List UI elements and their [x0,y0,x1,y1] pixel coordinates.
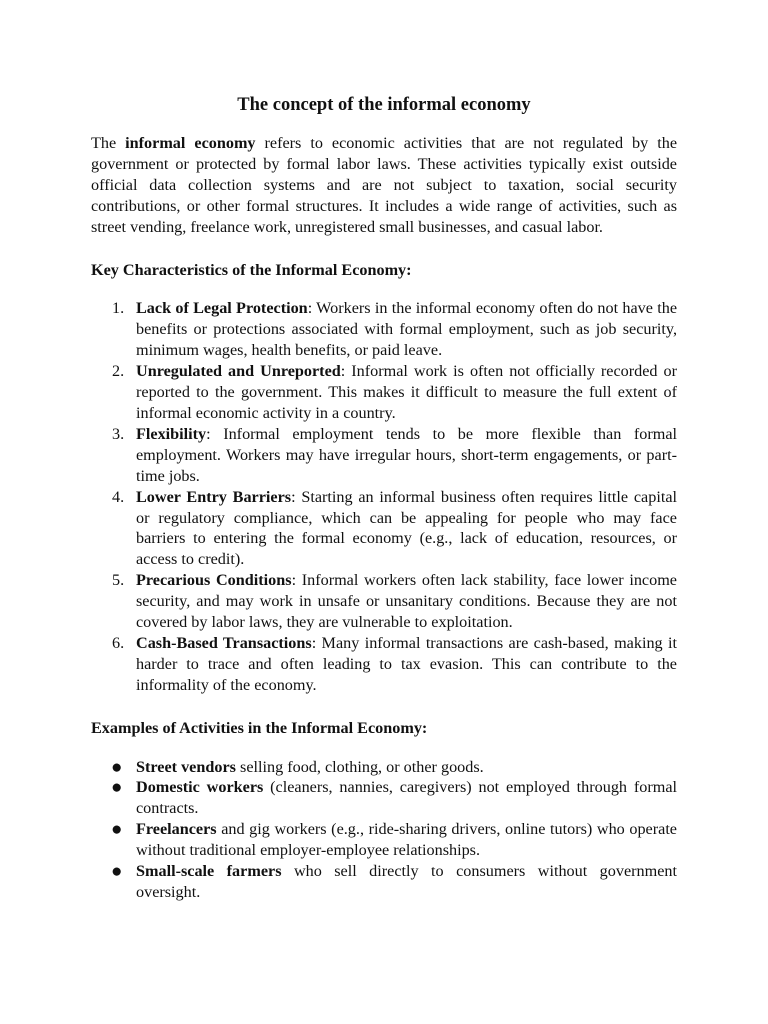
characteristic-item [91,487,677,571]
example-item [91,861,677,903]
characteristic-item [91,298,677,361]
item-number: 6. [112,633,125,652]
item-number: 1. [112,299,125,318]
example-item [91,777,677,819]
item-term: Unregulated and Unreported [136,362,341,381]
example-text: who sell directly to consumers without government oversight. [136,862,677,901]
bullet-icon: ● [111,819,123,841]
characteristic-item [91,633,677,696]
intro-term: informal economy [125,134,256,152]
example-term: Street vendors [136,757,236,776]
item-number: 4. [112,487,125,506]
item-number: 5. [112,571,125,590]
bullet-icon: ● [111,861,123,883]
item-text: : Informal employment tends to be more flexible than formal employment. Workers may have irregular hours, short-term engagements, or part-time jobs. [136,424,677,485]
item-term: Lower Entry Barriers [136,487,292,506]
examples-list [91,757,677,903]
example-term: Freelancers [136,820,217,839]
intro-body: refers to economic activities that are not regulated by the government or protected by formal labor laws. These activities typically exist outside official data collection systems and are not subject to taxation, social security contributions, or other formal structures. It includes a wide range of activities, such as street vending, freelance work, unregistered small businesses, and casual labor. [91,134,678,236]
item-text: : Workers in the informal economy often do not have the benefits or protections associated with formal employment, such as job security, minimum wages, health benefits, or paid leave. [136,299,677,360]
bullet-icon: ● [111,777,123,799]
examples-heading: Examples of Activities in the Informal Economy: [91,718,428,737]
item-text: : Informal workers often lack stability, face lower income security, and may work in unsafe or unsanitary conditions. Because they are not covered by labor laws, they are vulnerable to exploitation. [136,571,677,632]
item-term: Precarious Conditions [136,571,292,590]
item-term: Flexibility [136,424,207,443]
characteristic-item [91,361,677,424]
characteristic-item [91,424,677,487]
intro-paragraph [91,133,677,238]
example-item [91,819,677,861]
item-number: 2. [112,362,125,381]
item-term: Cash-Based Transactions [136,633,312,652]
characteristic-item [91,570,677,633]
item-text: : Informal work is often not officially recorded or reported to the government. This makes it difficult to measure the full extent of informal economic activity in a country. [136,362,678,422]
example-text: selling food, clothing, or other goods. [235,757,484,776]
example-text: (cleaners, nannies, caregivers) not employed through formal contracts. [136,778,678,818]
characteristics-list [91,298,677,695]
document-title: The concept of the informal economy [237,95,531,115]
example-text: and gig workers (e.g., ride-sharing drivers, online tutors) who operate without traditional employer-employee relationships. [136,820,677,860]
bullet-icon: ● [111,756,123,778]
example-item [91,757,677,778]
characteristics-heading: Key Characteristics of the Informal Economy: [91,260,412,279]
example-term: Domestic workers [136,778,264,797]
item-number: 3. [112,424,125,443]
document-page [91,93,677,903]
item-term: Lack of Legal Protection [136,299,308,318]
example-term: Small-scale farmers [136,862,282,881]
item-text: : Many informal transactions are cash-based, making it harder to trace and often leading to tax evasion. This can contribute to the informality of the economy. [136,633,677,694]
item-text: : Starting an informal business often requires little capital or regulatory compliance, which can be appealing for people who may face barriers to entering the formal economy (e.g., lack of education, resources, or access to credit). [136,487,677,569]
intro-lead: The [91,134,126,152]
